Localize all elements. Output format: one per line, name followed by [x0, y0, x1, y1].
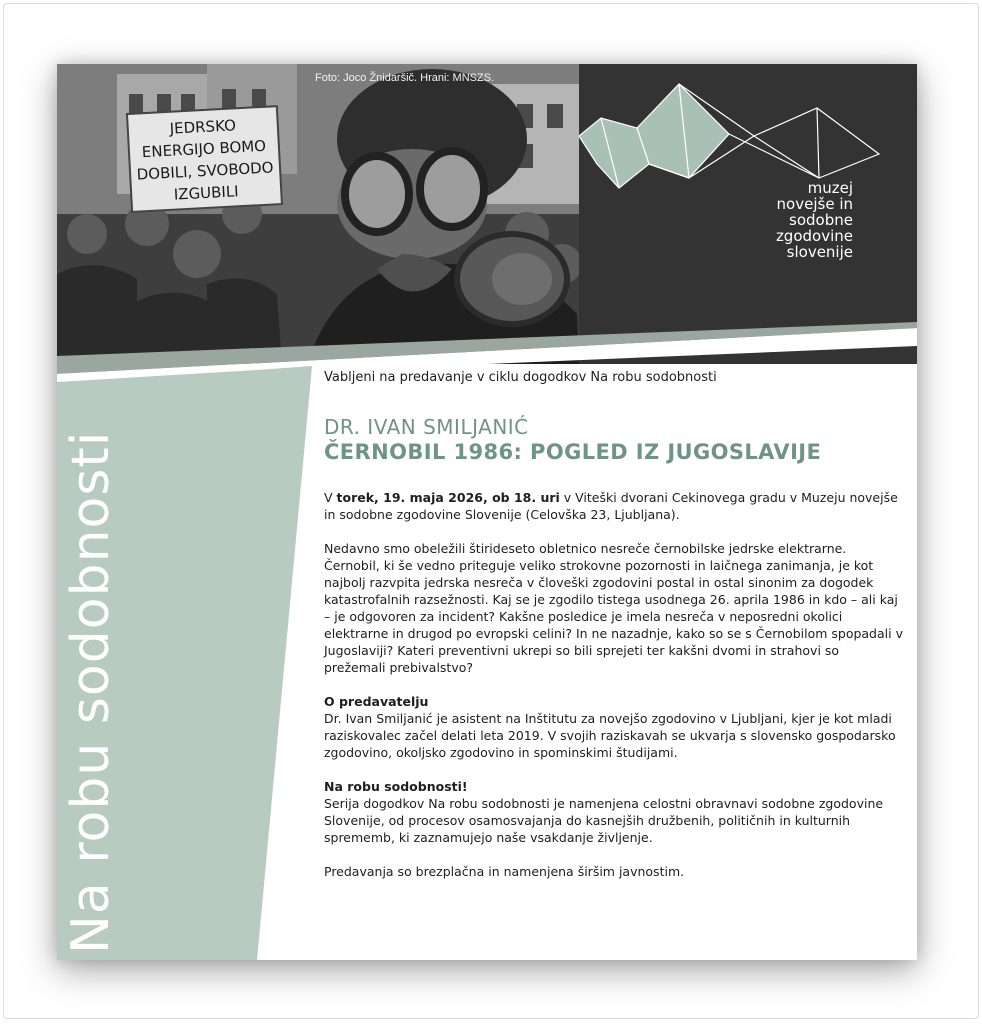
series-text: Serija dogodkov Na robu sodobnosti je namenjena celostni obravnavi sodobne zgodovine Slovenije, od procesov osamosvajanja do kasnejših družbenih, političnih in kulturnih sprememb, ki zaznamujejo naše vsakdanje življenje. — [324, 796, 884, 845]
lecture-title: ČERNOBIL 1986: POGLED IZ JUGOSLAVIJE — [324, 440, 822, 464]
event-location: v Viteški dvorani Cekinovega gradu v Muzeju novejše in sodobne zgodovine Slovenije (Celovška 23, Ljubljana). — [324, 490, 898, 522]
invite-line: Vabljeni na predavanje v ciklu dogodkov Na robu sodobnosti — [324, 370, 717, 385]
photo-credit: Foto: Joco Žnidaršič. Hrani: MNSZS. — [315, 72, 495, 84]
event-content — [324, 370, 904, 880]
event-date-time: torek, 19. maja 2026, ob 18. uri — [336, 490, 560, 505]
logo-line-2: novejše in — [776, 195, 853, 213]
event-when-where — [324, 489, 904, 523]
speaker-name: DR. IVAN SMILJANIĆ — [324, 415, 529, 439]
logo-line-5: slovenije — [786, 243, 853, 261]
sign-line-1: JEDRSKO — [169, 116, 237, 138]
about-speaker-text: Dr. Ivan Smiljanić je asistent na Inštitutu za novejšo zgodovino v Ljubljani, kjer je kot mladi raziskovalec začel delati leta 2019. V svojih raziskavah se ukvarja s slovensko gospodarsko zgodovino, okoljsko zgodovino in spominskimi študijami. — [324, 711, 896, 760]
series-heading: Na robu sodobnosti! — [324, 779, 468, 794]
about-speaker-heading: O predavatelju — [324, 694, 429, 709]
series-vertical-title: Na robu sodobnosti — [61, 430, 121, 954]
intro-paragraph: Nedavno smo obeležili štirideseto obletnico nesreče černobilske jedrske elektrarne. Černobil, ki še vedno priteguje veliko strokovne pozornosti in laičnega zanimanja, je kot najbolj razvpita jedrska nesreča v človeški zgodovini postal in ostal sinonim za dogodek katastrofalnih razsežnosti. Kaj se je zgodilo tistega usodnega 26. aprila 1986 in kdo – ali kaj – je odgovoren za incident? Kakšne posledice je imela nesreča v neposredni okolici elektrarne in drugod po evropski celini? In ne nazadnje, kako so se s Černobilom spopadali v Jugoslaviji? Kateri preventivni ukrepi so bili sprejeti ter kakšni dvomi in strahovi so prežemali prebivalstvo? — [324, 541, 903, 675]
sign-line-4: IZGUBILI — [173, 182, 240, 204]
sign-line-3: DOBILI, SVOBODO — [136, 158, 274, 184]
event-poster — [57, 64, 917, 960]
logo-line-1: muzej — [807, 179, 853, 197]
when-prefix: V — [324, 490, 337, 505]
sign-line-2: ENERGIJO BOMO — [141, 136, 267, 162]
closing-note: Predavanja so brezplačna in namenjena širšim javnostim. — [324, 864, 685, 879]
logo-line-3: sodobne — [789, 211, 853, 229]
logo-line-4: zgodovine — [775, 227, 853, 245]
